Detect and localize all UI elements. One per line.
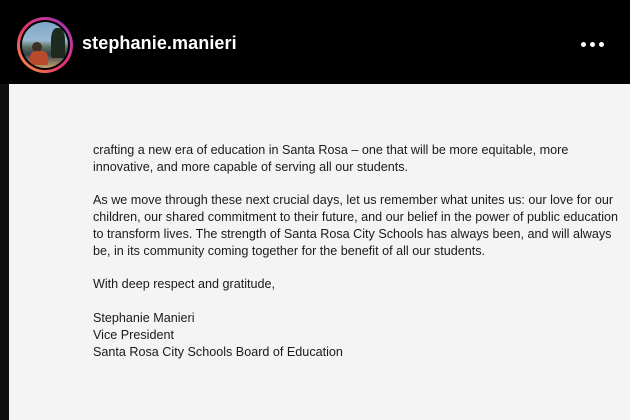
post-image[interactable] [9,84,630,420]
post-header [0,0,630,84]
more-options-icon [599,42,604,47]
more-options-icon [581,42,586,47]
letter-line: children, our shared commitment to their future, and our belief in the power of public education [93,210,619,225]
username-link[interactable]: stephanie.manieri [82,33,237,53]
signature-organization: Santa Rosa City Schools Board of Education [93,344,343,359]
letter-line: be, in its community coming together for the benefit of all our students. [93,243,486,258]
letter-text [93,142,630,360]
tree-shape [51,28,65,58]
letter-line: innovative, and more capable of serving all our students. [93,159,409,174]
signature-name: Stephanie Manieri [93,310,195,325]
letter-line: As we move through these next crucial days, let us remember what unites us: our love for our [93,193,614,208]
letter-line: to transform lives. The strength of Santa Rosa City Schools has always been, and will always [93,226,612,241]
letter-line: crafting a new era of education in Santa Rosa – one that will be more equitable, more [93,143,569,157]
profile-photo-icon [22,22,68,68]
avatar-frame [20,20,70,70]
signature-title: Vice President [93,327,174,342]
avatar[interactable] [17,17,73,73]
more-options-icon [590,42,595,47]
letter-closing: With deep respect and gratitude, [93,277,276,292]
person-body-shape [30,51,48,65]
more-options-button[interactable] [570,31,614,57]
